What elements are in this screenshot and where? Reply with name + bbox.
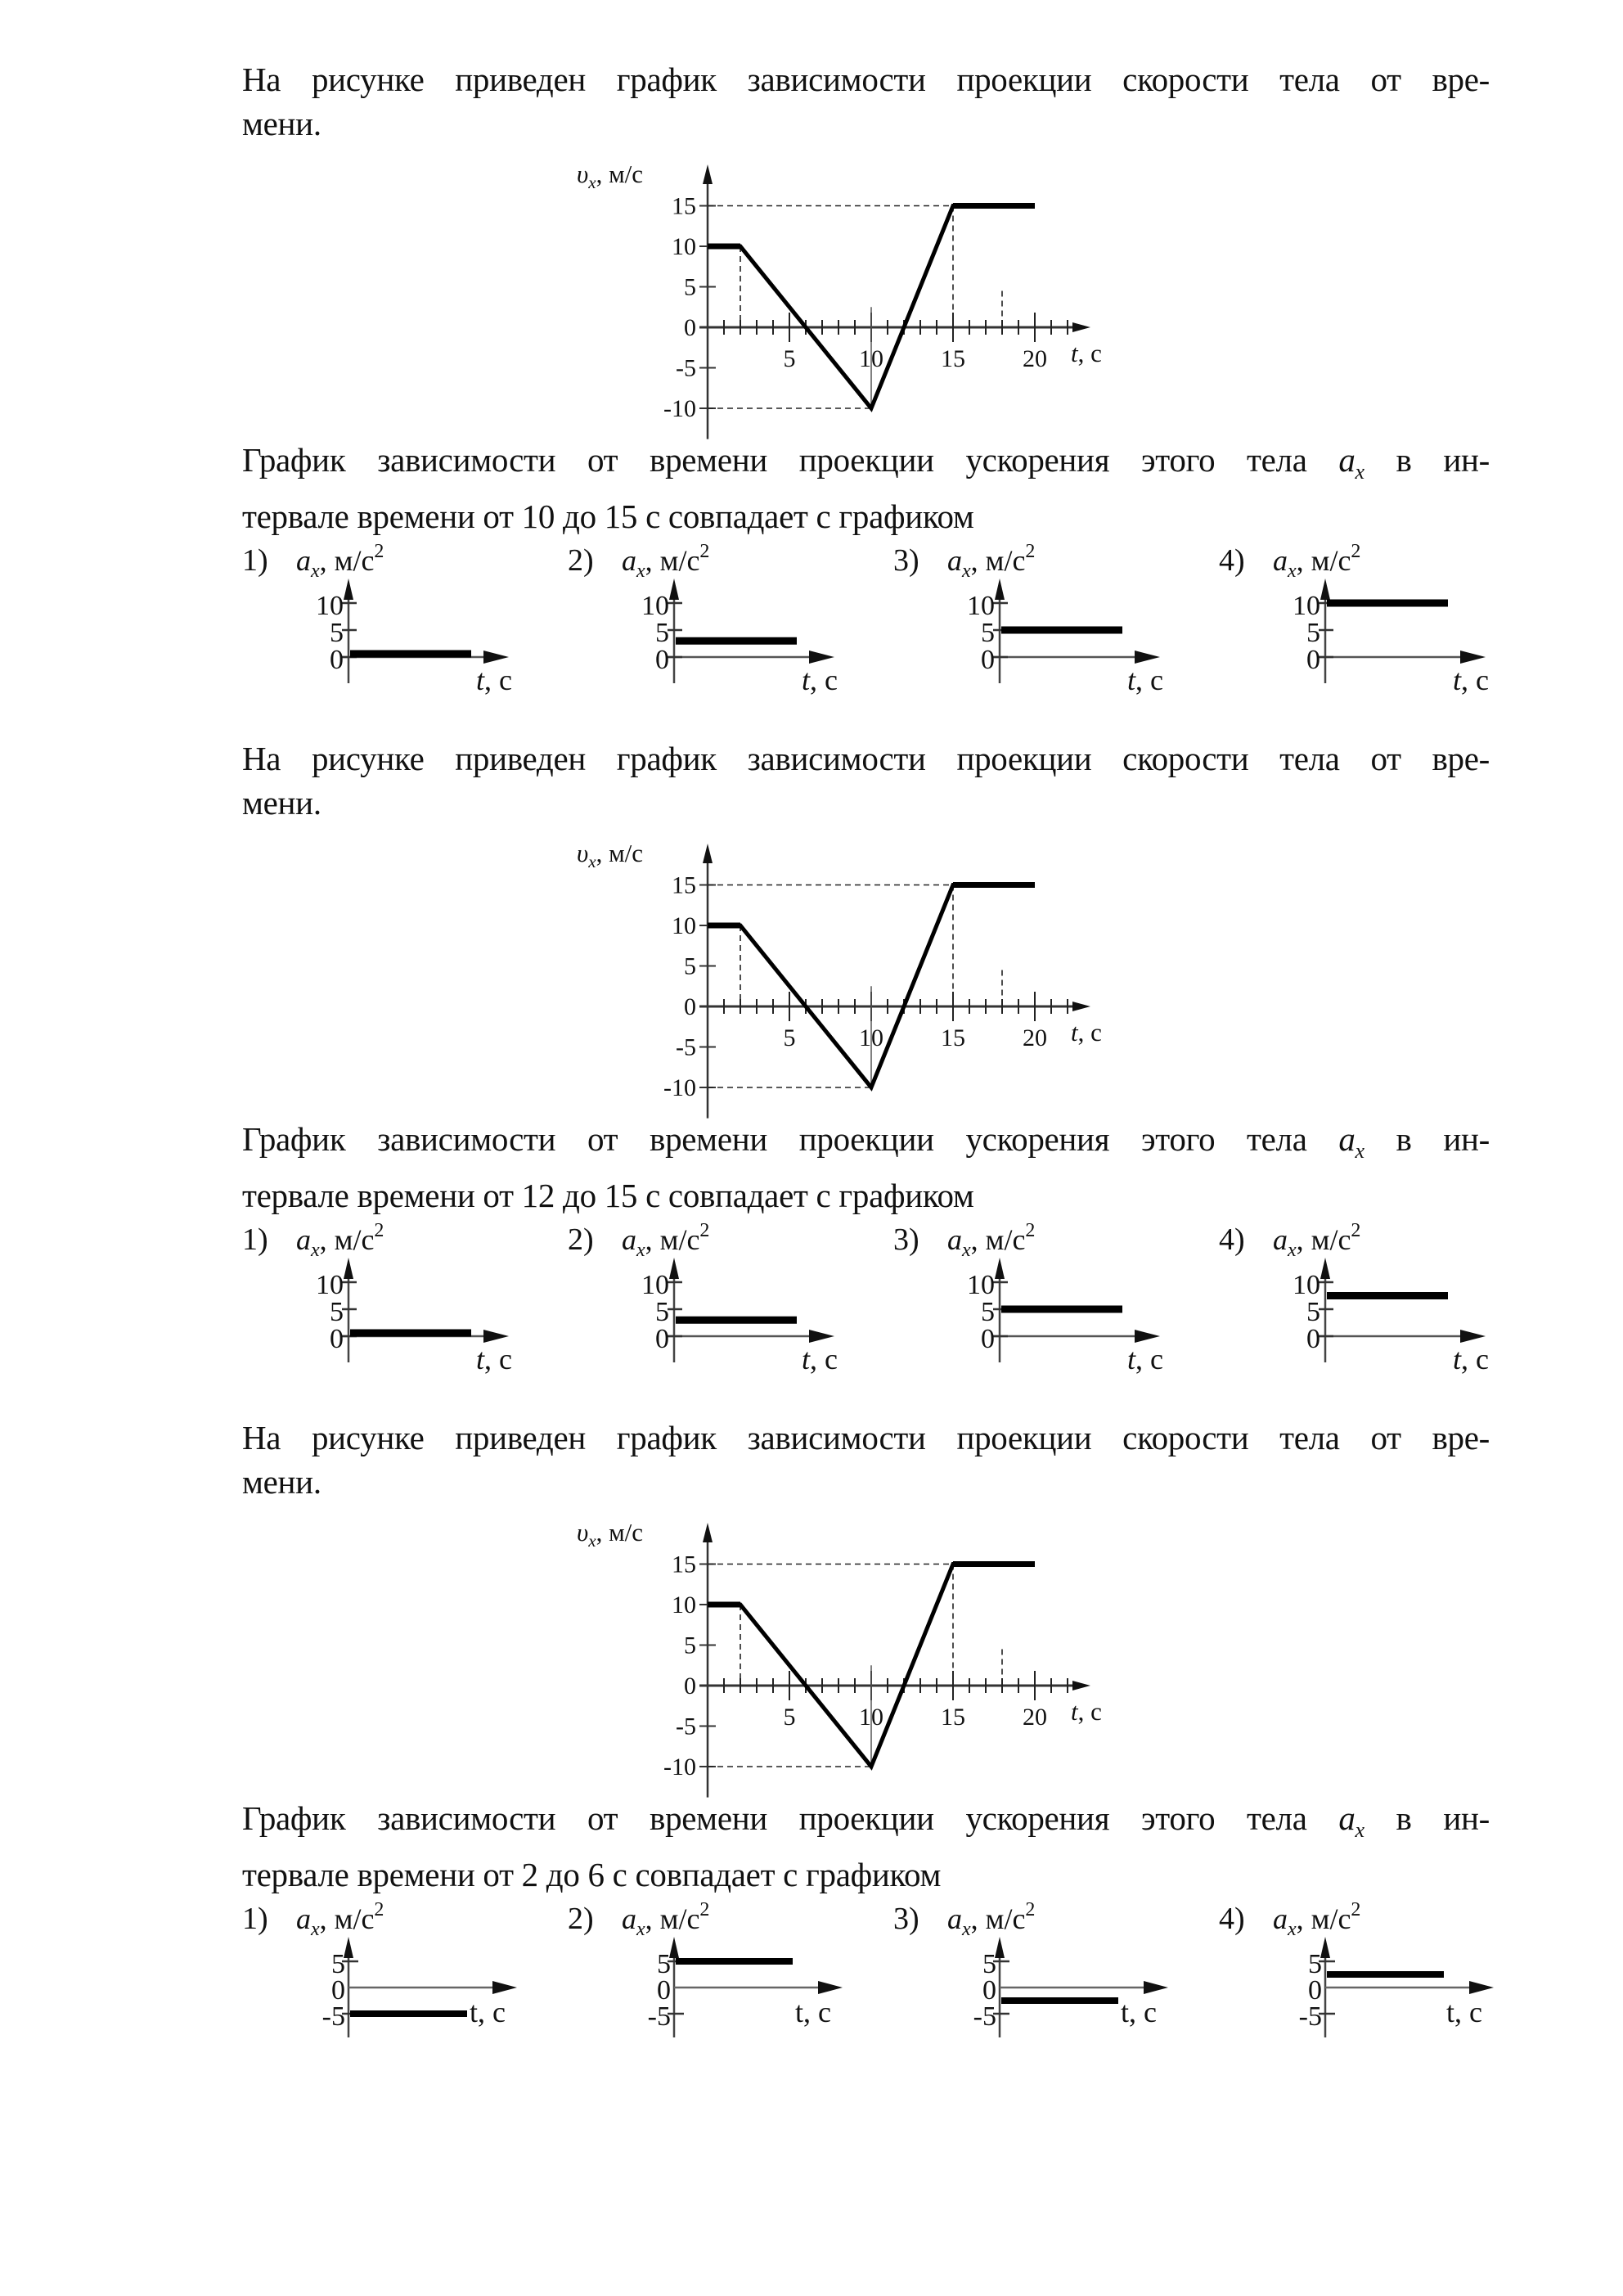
option-axis-unit-exp: 2 [699,1899,710,1920]
option-axis-sub: x [962,560,971,582]
problem-block-3 [0,1416,1623,2032]
y-tick-label: -10 [663,1074,696,1101]
option-axis-var: a [296,1223,311,1256]
option-axis-sub: x [1288,1919,1297,1940]
t-axis-arrow-icon [1135,1330,1160,1343]
x-tick-label: 15 [941,1704,965,1731]
t-axis-var: t [1071,1018,1078,1047]
y-tick-label: 15 [672,871,696,899]
a-tick-label: 0 [655,645,669,675]
option-t-label: t, с [795,1996,831,2028]
option-t-var: t [476,1343,485,1375]
a-tick-label: 0 [1306,1324,1320,1354]
t-axis-label [1071,1018,1102,1047]
option-axis-unit: , м/с [970,1902,1026,1935]
question-line-2: тервале времени от 10 до 15 с совпадает с графиком [242,497,974,536]
t-axis-var: t [1071,1697,1078,1726]
v-axis-var: υ [577,1518,589,1546]
option-t-var: t [1453,1343,1462,1375]
problem-block-2 [0,736,1623,1375]
option-axis-var: a [296,1902,311,1935]
option-t-unit: , с [1135,1343,1163,1375]
option-t-unit: , с [1461,1343,1489,1375]
y-tick-label: 10 [672,233,696,260]
answer-option-3[interactable] [893,1215,1188,1379]
option-t-unit: , с [484,1343,512,1375]
a-tick-label: 5 [1308,1949,1322,1979]
a-tick-label: -5 [647,2001,671,2032]
a-axis-arrow-icon [669,579,679,600]
v-axis-arrow-icon [703,844,713,863]
option-axis-label [296,541,384,582]
x-tick-label: 15 [941,1024,965,1051]
y-tick-label: -10 [663,395,696,422]
option-axis-unit: , м/с [1296,1902,1351,1935]
option-axis-sub: x [636,560,645,582]
a-tick-label: 0 [331,1975,345,2006]
option-t-label [802,1343,838,1375]
intro-line-2: мени. [242,1463,321,1501]
option-t-unit: , с [810,1343,838,1375]
question-text-a: График зависимости от времени проекции ускорения этого тела [242,1120,1339,1158]
t-axis-label [1071,1697,1102,1726]
option-axis-unit: , м/с [645,1223,700,1256]
t-axis-arrow-icon [1072,322,1090,332]
t-axis-unit: , с [1077,339,1102,367]
intro-line-2: мени. [242,784,321,822]
y-tick-label: 10 [672,1591,696,1618]
question-text-b: в ин- [1364,1799,1490,1837]
option-t-label [802,664,838,696]
option-t-unit: , с [484,664,512,696]
x-tick-label: 10 [859,345,883,372]
answer-option-4[interactable] [1219,1894,1513,2058]
a-tick-label: -5 [1298,2001,1322,2032]
option-number: 1) [242,1222,268,1257]
t-axis-arrow-icon [1144,1981,1168,1994]
a-tick-label: 0 [981,1324,995,1354]
t-axis-arrow-icon [483,1330,509,1343]
a-tick-label: 0 [655,1324,669,1354]
option-t-label [1453,664,1489,696]
option-axis-label [622,541,709,582]
a-tick-label: 5 [655,1297,669,1327]
a-tick-label: -5 [321,2001,345,2032]
v-axis-label [577,160,643,192]
option-axis-unit-exp: 2 [1351,541,1361,562]
a-tick-label: 5 [330,618,344,648]
a-tick-label: 5 [1306,618,1320,648]
x-tick-label: 15 [941,345,965,372]
a-tick-label: 0 [330,645,344,675]
a-tick-label: 10 [316,1270,344,1300]
option-axis-var: a [1273,544,1288,577]
option-number: 4) [1219,1222,1245,1257]
velocity-chart [560,1518,1102,1788]
v-axis-var: υ [577,160,589,188]
option-t-var: t [1127,1343,1136,1375]
v-axis-unit: , м/с [596,160,644,188]
v-axis-label [577,839,643,871]
option-t-label [1453,1343,1489,1375]
option-axis-label [622,1899,709,1940]
answer-option-4[interactable] [1219,536,1513,700]
y-tick-label: -5 [676,1033,696,1061]
option-t-var: t [802,664,811,696]
a-tick-label: 5 [657,1949,671,1979]
a-tick-label: 5 [982,1949,996,1979]
option-t-unit: , с [1135,664,1163,696]
a-tick-label: 10 [641,1270,669,1300]
x-tick-label: 20 [1023,1024,1047,1051]
option-axis-unit: , м/с [970,1223,1026,1256]
option-number: 2) [568,1902,594,1936]
a-tick-label: 0 [657,1975,671,2006]
a-axis-arrow-icon [344,1258,353,1279]
option-axis-var: a [947,1902,962,1935]
option-axis-label [296,1220,384,1261]
t-axis-arrow-icon [1460,651,1486,664]
option-axis-sub: x [1288,1240,1297,1261]
answer-option-1[interactable] [242,1215,537,1379]
option-number: 2) [568,543,594,578]
a-tick-label: 10 [1293,1270,1320,1300]
t-axis-unit: , с [1077,1018,1102,1047]
a-axis-arrow-icon [995,1258,1005,1279]
problem-intro [242,1416,1490,1504]
option-axis-unit: , м/с [970,544,1026,577]
t-axis-arrow-icon [818,1981,843,1994]
a-tick-label: 10 [1293,591,1320,621]
option-axis-unit-exp: 2 [699,541,710,562]
t-axis-arrow-icon [492,1981,517,1994]
t-axis-arrow-icon [809,651,834,664]
a-tick-label: 5 [655,618,669,648]
option-axis-var: a [947,1223,962,1256]
option-number: 3) [893,543,919,578]
v-axis-var: υ [577,839,589,867]
x-tick-label: 5 [783,1024,796,1051]
y-tick-label: 5 [684,1632,696,1659]
option-axis-unit: , м/с [319,1902,375,1935]
a-axis-arrow-icon [995,579,1005,600]
option-axis-unit-exp: 2 [1351,1899,1361,1920]
option-t-label [1127,1343,1163,1375]
option-axis-var: a [622,1902,636,1935]
a-axis-arrow-icon [669,1258,679,1279]
option-axis-label [622,1220,709,1261]
y-tick-label: 15 [672,192,696,220]
option-axis-unit: , м/с [645,1902,700,1935]
question-line-2: тервале времени от 12 до 15 с совпадает с графиком [242,1177,974,1215]
question-text-a: График зависимости от времени проекции ускорения этого тела [242,1799,1339,1837]
y-tick-label: -5 [676,354,696,382]
option-axis-var: a [1273,1223,1288,1256]
option-axis-label [1273,1899,1360,1940]
v-axis-unit: , м/с [596,1518,644,1546]
v-axis-label [577,1518,643,1551]
option-axis-sub: x [311,1240,320,1261]
v-axis-sub: x [588,1531,596,1551]
option-axis-var: a [296,544,311,577]
option-t-var: t [802,1343,811,1375]
v-axis-unit: , м/с [596,839,644,867]
a-tick-label: 5 [981,1297,995,1327]
option-axis-unit: , м/с [319,1223,375,1256]
a-tick-label: 5 [1306,1297,1320,1327]
y-tick-label: 15 [672,1551,696,1578]
option-axis-unit-exp: 2 [699,1220,710,1241]
v-axis-arrow-icon [703,1523,713,1542]
question-line-1 [242,438,1490,494]
option-number: 3) [893,1222,919,1257]
question-var-sub: x [1355,1818,1364,1843]
option-axis-var: a [947,544,962,577]
option-axis-unit: , м/с [1296,544,1351,577]
y-tick-label: 5 [684,952,696,980]
option-axis-unit: , м/с [319,544,375,577]
option-axis-sub: x [636,1919,645,1940]
t-axis-arrow-icon [1072,1002,1090,1011]
option-axis-label [947,541,1035,582]
option-axis-label [1273,1220,1360,1261]
answer-option-2[interactable] [568,1215,862,1379]
question-var: a [1338,441,1355,479]
option-t-label: t, с [1121,1996,1157,2028]
t-axis-label [1071,339,1102,367]
answer-option-3[interactable] [893,536,1188,700]
question-line-1 [242,1796,1490,1853]
t-axis-arrow-icon [809,1330,834,1343]
question-text-b: в ин- [1364,441,1490,479]
option-number: 4) [1219,1902,1245,1936]
answer-option-2[interactable] [568,1894,862,2058]
option-t-unit: , с [1461,664,1489,696]
option-number: 2) [568,1222,594,1257]
option-axis-sub: x [962,1240,971,1261]
intro-line-2: мени. [242,105,321,142]
a-tick-label: 0 [1306,645,1320,675]
option-axis-sub: x [1288,560,1297,582]
a-tick-label: 5 [330,1297,344,1327]
x-tick-label: 10 [859,1024,883,1051]
a-tick-label: 10 [641,591,669,621]
y-tick-label: 0 [684,1672,696,1699]
a-tick-label: 0 [981,645,995,675]
a-axis-arrow-icon [1320,579,1330,600]
option-axis-var: a [1273,1902,1288,1935]
problem-question [242,1117,1490,1218]
option-axis-unit-exp: 2 [1025,1220,1036,1241]
question-line-1 [242,1117,1490,1173]
t-axis-var: t [1071,339,1078,367]
x-tick-label: 5 [783,1704,796,1731]
v-axis-sub: x [588,852,596,871]
option-axis-unit-exp: 2 [374,1899,384,1920]
a-tick-label: -5 [973,2001,996,2032]
answer-option-4[interactable] [1219,1215,1513,1379]
option-t-var: t [1453,664,1462,696]
option-axis-var: a [622,544,636,577]
a-tick-label: 0 [1308,1975,1322,2006]
intro-line-1: На рисунке приведен график зависимости проекции скорости тела от вре- [242,61,1490,98]
option-axis-sub: x [636,1240,645,1261]
intro-line-1: На рисунке приведен график зависимости проекции скорости тела от вре- [242,1419,1490,1456]
option-number: 1) [242,543,268,578]
a-tick-label: 0 [330,1324,344,1354]
option-t-label: t, с [1446,1996,1482,2028]
problem-question [242,1796,1490,1897]
a-axis-arrow-icon [344,579,353,600]
option-axis-unit-exp: 2 [374,541,384,562]
intro-line-1: На рисунке приведен график зависимости проекции скорости тела от вре- [242,740,1490,777]
question-var-sub: x [1355,460,1364,484]
question-text-a: График зависимости от времени проекции ускорения этого тела [242,441,1339,479]
option-axis-unit-exp: 2 [1025,541,1036,562]
y-tick-label: -5 [676,1713,696,1740]
option-axis-unit: , м/с [645,544,700,577]
option-number: 4) [1219,543,1245,578]
answer-option-1[interactable] [242,1894,537,2058]
t-axis-arrow-icon [1460,1330,1486,1343]
t-axis-arrow-icon [1135,651,1160,664]
question-var: a [1338,1799,1355,1837]
velocity-chart [560,839,1102,1109]
option-axis-label [947,1220,1035,1261]
x-tick-label: 10 [859,1704,883,1731]
question-line-2: тервале времени от 2 до 6 с совпадает с графиком [242,1856,942,1894]
question-var-sub: x [1355,1139,1364,1164]
option-axis-unit: , м/с [1296,1223,1351,1256]
option-axis-label [296,1899,384,1940]
option-t-label [476,664,512,696]
option-t-var: t [476,664,485,696]
option-axis-sub: x [962,1919,971,1940]
a-tick-label: 10 [316,591,344,621]
x-tick-label: 20 [1023,345,1047,372]
problem-block-1 [0,57,1623,696]
problem-intro [242,57,1490,146]
a-axis-arrow-icon [1320,1258,1330,1279]
a-tick-label: 5 [981,618,995,648]
x-tick-label: 20 [1023,1704,1047,1731]
velocity-chart [560,160,1102,430]
y-tick-label: 10 [672,912,696,939]
a-tick-label: 0 [982,1975,996,2006]
problem-question [242,438,1490,538]
option-axis-unit-exp: 2 [1351,1220,1361,1241]
y-tick-label: 0 [684,993,696,1020]
option-axis-label [947,1899,1035,1940]
y-tick-label: 5 [684,273,696,301]
option-axis-sub: x [311,1919,320,1940]
option-axis-label [1273,541,1360,582]
option-axis-sub: x [311,560,320,582]
question-text-b: в ин- [1364,1120,1490,1158]
option-number: 1) [242,1902,268,1936]
y-tick-label: -10 [663,1754,696,1781]
v-axis-arrow-icon [703,164,713,184]
t-axis-arrow-icon [1469,1981,1494,1994]
problem-intro [242,736,1490,825]
option-axis-var: a [622,1223,636,1256]
question-var: a [1338,1120,1355,1158]
a-tick-label: 10 [967,1270,995,1300]
option-t-unit: , с [810,664,838,696]
t-axis-arrow-icon [1072,1681,1090,1690]
option-number: 3) [893,1902,919,1936]
answer-option-2[interactable] [568,536,862,700]
option-t-label [476,1343,512,1375]
a-tick-label: 10 [967,591,995,621]
option-axis-unit-exp: 2 [374,1220,384,1241]
option-t-var: t [1127,664,1136,696]
answer-option-3[interactable] [893,1894,1188,2058]
a-tick-label: 5 [331,1949,345,1979]
x-tick-label: 5 [783,345,796,372]
option-t-label [1127,664,1163,696]
option-axis-unit-exp: 2 [1025,1899,1036,1920]
t-axis-unit: , с [1077,1697,1102,1726]
y-tick-label: 0 [684,314,696,341]
t-axis-arrow-icon [483,651,509,664]
v-axis-sub: x [588,173,596,192]
answer-option-1[interactable] [242,536,537,700]
option-t-label: t, с [470,1996,506,2028]
